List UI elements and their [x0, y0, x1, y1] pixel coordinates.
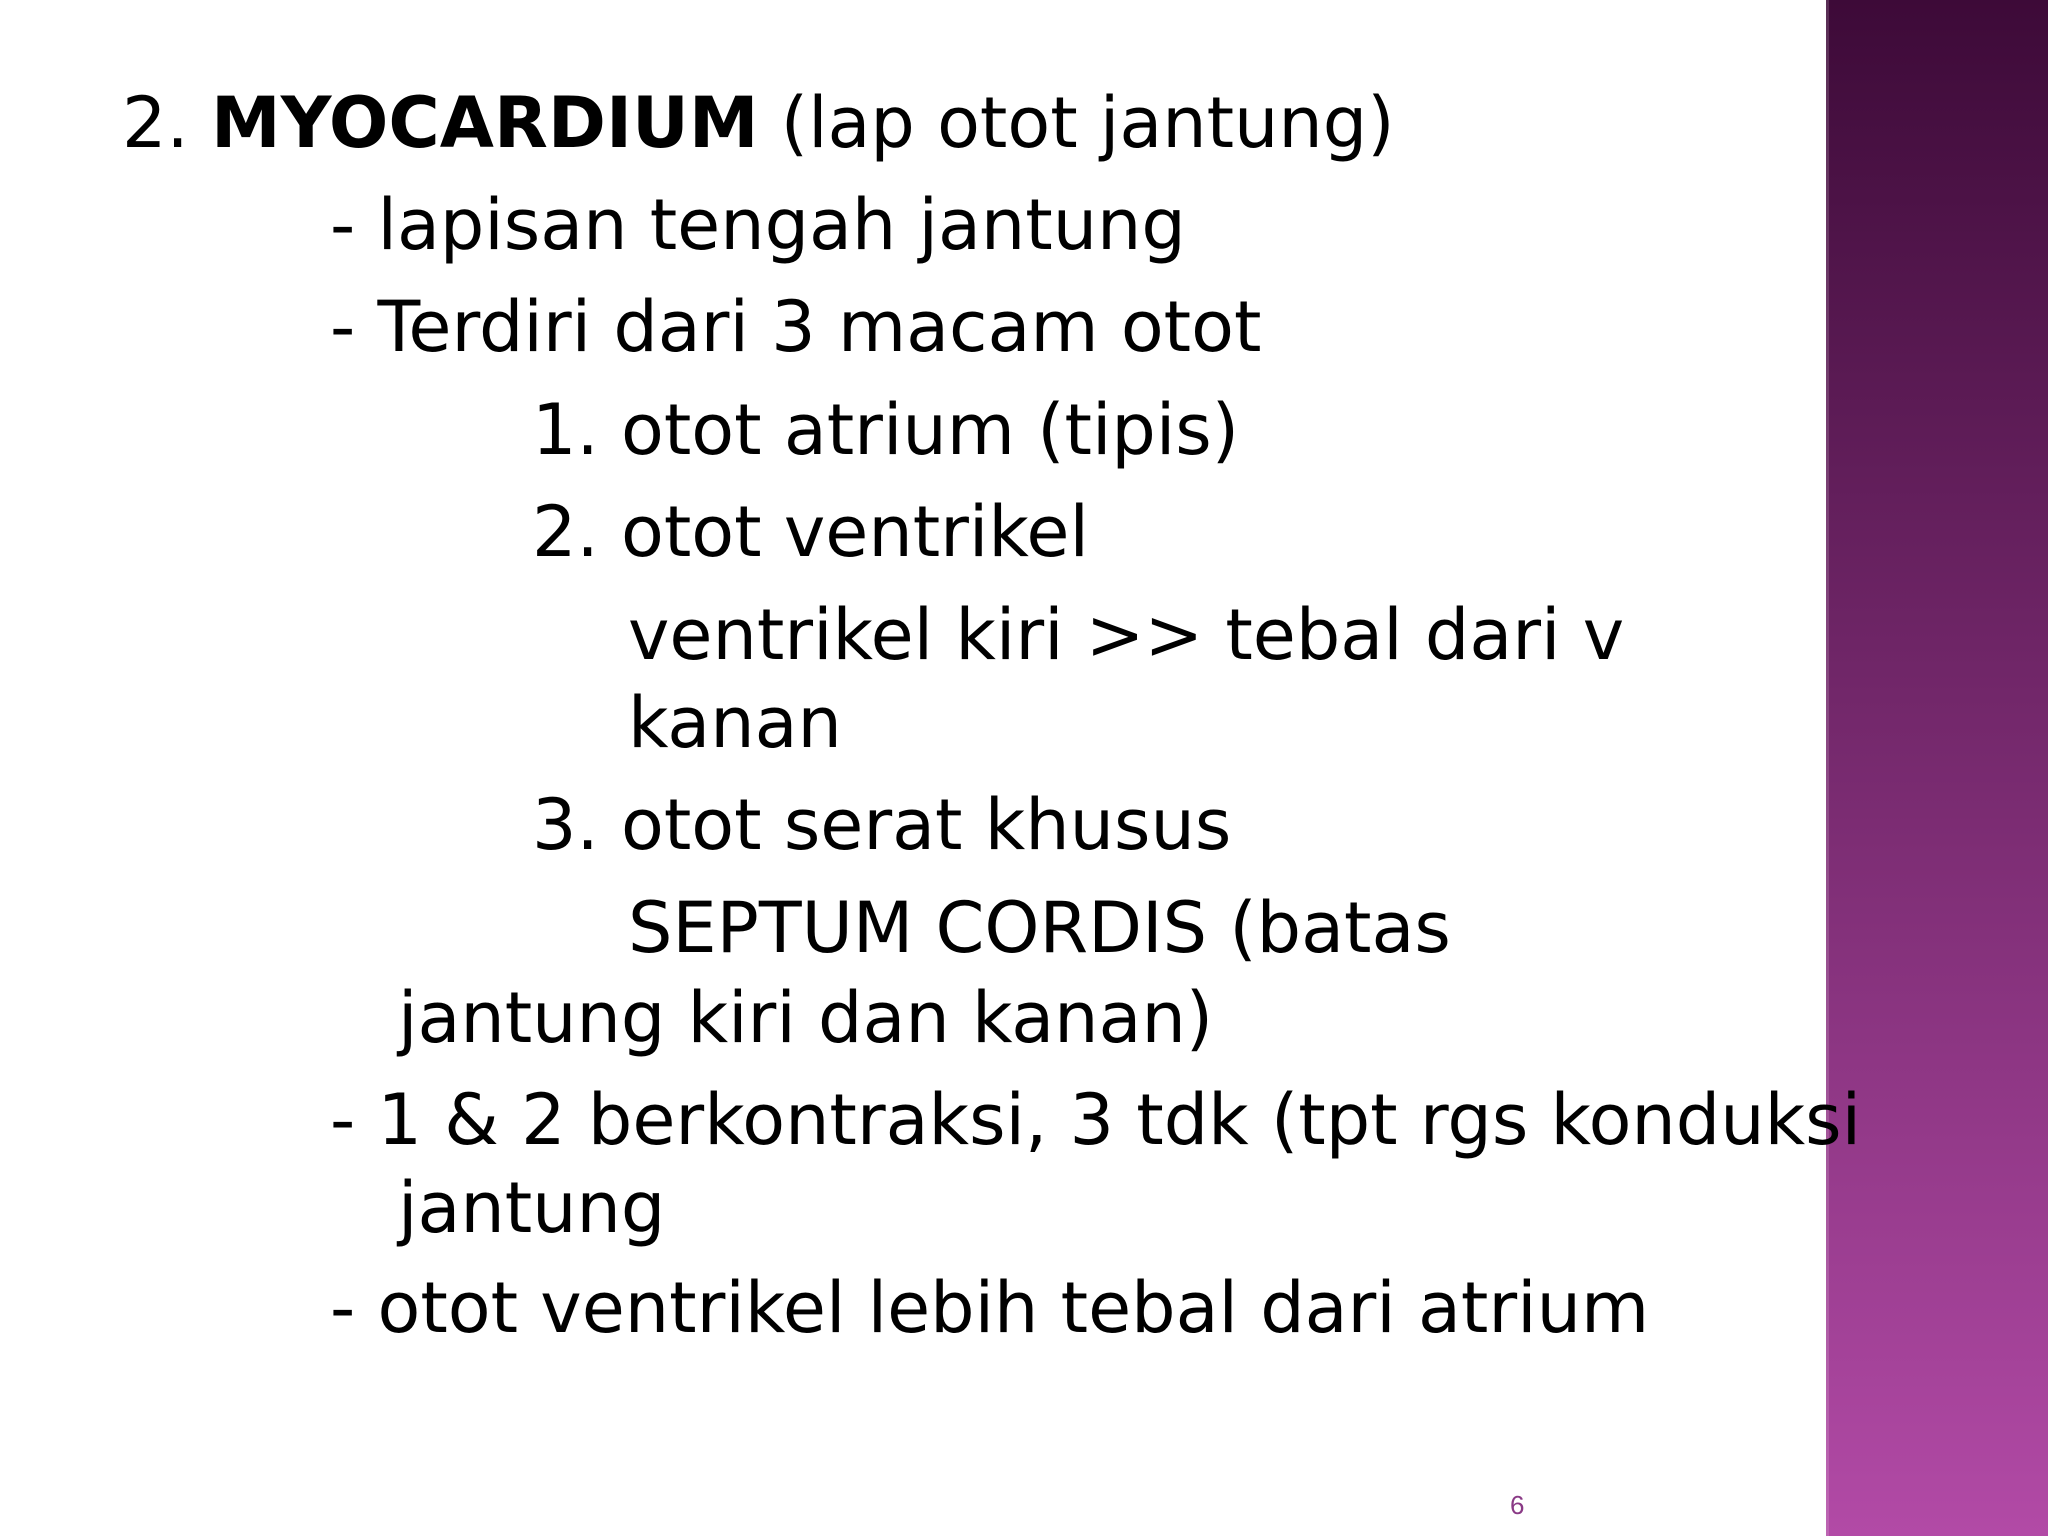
heading-number: 2.: [122, 82, 212, 164]
detail-line: ventrikel kiri >> tebal dari v: [628, 594, 1625, 676]
detail-line: kanan: [628, 682, 842, 764]
bullet-line: - Terdiri dari 3 macam otot: [330, 286, 1262, 368]
heading-note: (lap otot jantung): [758, 82, 1395, 164]
numbered-line: 1. otot atrium (tipis): [532, 389, 1240, 471]
page-number: 6: [1510, 1490, 1525, 1520]
numbered-line: 3. otot serat khusus: [532, 784, 1232, 866]
detail-line: SEPTUM CORDIS (batas: [628, 887, 1451, 969]
bullet-continuation: jantung: [398, 1167, 666, 1249]
bullet-line: - 1 & 2 berkontraksi, 3 tdk (tpt rgs konduksi: [330, 1079, 1862, 1161]
detail-line: jantung kiri dan kanan): [398, 977, 1214, 1059]
decorative-side-band: [1826, 0, 2048, 1536]
bullet-line: - lapisan tengah jantung: [330, 184, 1186, 266]
heading: [122, 82, 1395, 164]
bullet-line: - otot ventrikel lebih tebal dari atrium: [330, 1267, 1650, 1349]
heading-term: MYOCARDIUM: [211, 82, 759, 164]
numbered-line: 2. otot ventrikel: [532, 491, 1089, 573]
